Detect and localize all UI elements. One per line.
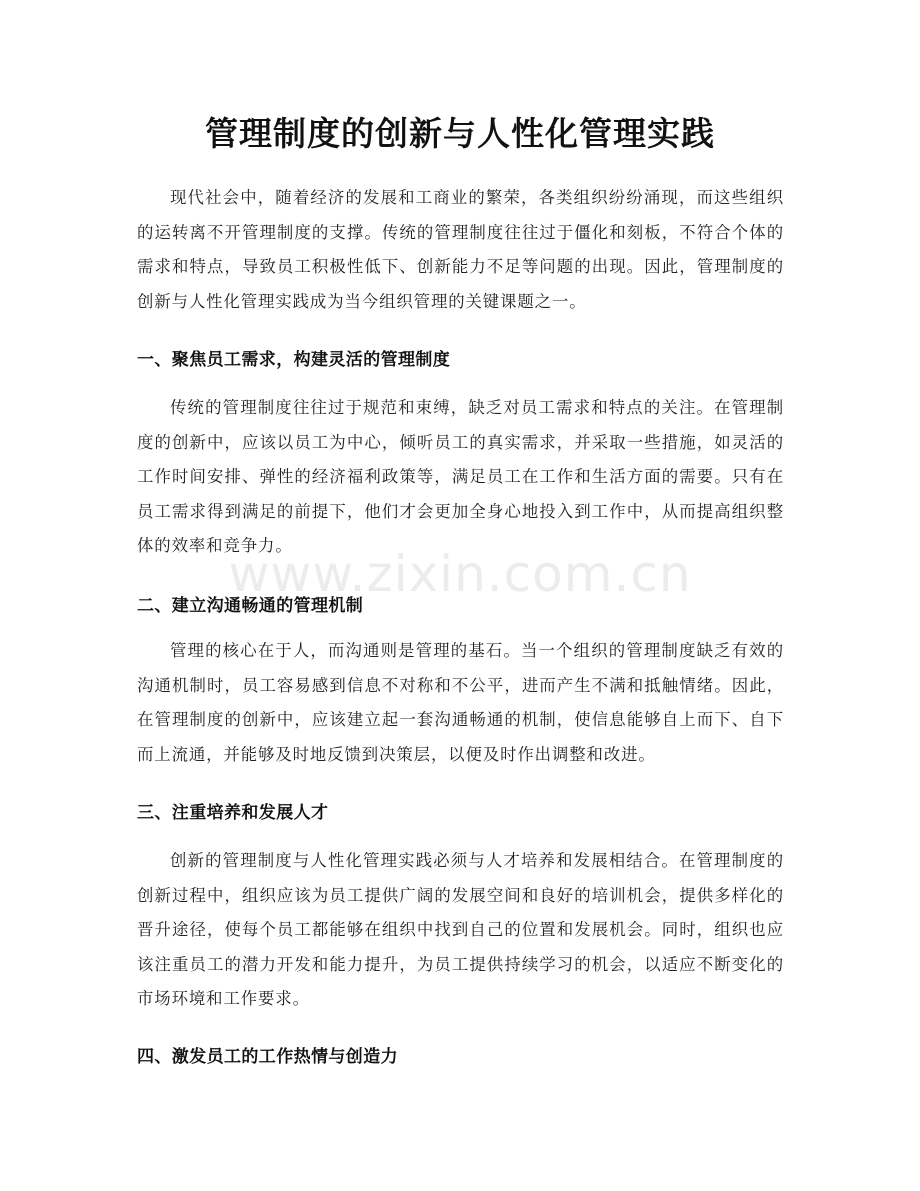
- section-2-heading: 二、建立沟通畅通的管理机制: [137, 596, 364, 616]
- section-3-body: 创新的管理制度与人性化管理实践必须与人才培养和发展相结合。在管理制度的创新过程中，组织应该为员工提供广阔的发展空间和良好的培训机会，提供多样化的晋升途径，使每个员工都能够在组织中找到自己的位置和发展机会。同时，组织也应该注重员工的潜力开发和能力提升，为员工提供持续学习的机会，以适应不断变化的市场环境和工作要求。: [137, 851, 784, 1009]
- watermark-text: www.zixin.com.cn: [228, 545, 692, 603]
- section-2-body: 管理的核心在于人，而沟通则是管理的基石。当一个组织的管理制度缺乏有效的沟通机制时，员工容易感到信息不对称和不公平，进而产生不满和抵触情绪。因此，在管理制度的创新中，应该建立起一套沟通畅通的机制，使信息能够自上而下、自下而上流通，并能够及时地反馈到决策层，以便及时作出调整和改进。: [137, 641, 784, 764]
- section-1-body: 传统的管理制度往往过于规范和束缚，缺乏对员工需求和特点的关注。在管理制度的创新中，应该以员工为中心，倾听员工的真实需求，并采取一些措施，如灵活的工作时间安排、弹性的经济福利政策等，满足员工在工作和生活方面的需要。只有在员工需求得到满足的前提下，他们才会更加全身心地投入到工作中，从而提高组织整体的效率和竞争力。: [137, 398, 784, 556]
- intro-paragraph: 现代社会中，随着经济的发展和工商业的繁荣，各类组织纷纷涌现，而这些组织的运转离不开管理制度的支撑。传统的管理制度往往过于僵化和刻板，不符合个体的需求和特点，导致员工积极性低下、创新能力不足等问题的出现。因此，管理制度的创新与人性化管理实践成为当今组织管理的关键课题之一。: [137, 188, 784, 311]
- section-3-heading: 三、注重培养和发展人才: [137, 803, 329, 823]
- section-4-heading: 四、激发员工的工作热情与创造力: [137, 1047, 398, 1067]
- document-title: 管理制度的创新与人性化管理实践: [205, 114, 715, 153]
- section-1-heading: 一、聚焦员工需求，构建灵活的管理制度: [137, 350, 451, 370]
